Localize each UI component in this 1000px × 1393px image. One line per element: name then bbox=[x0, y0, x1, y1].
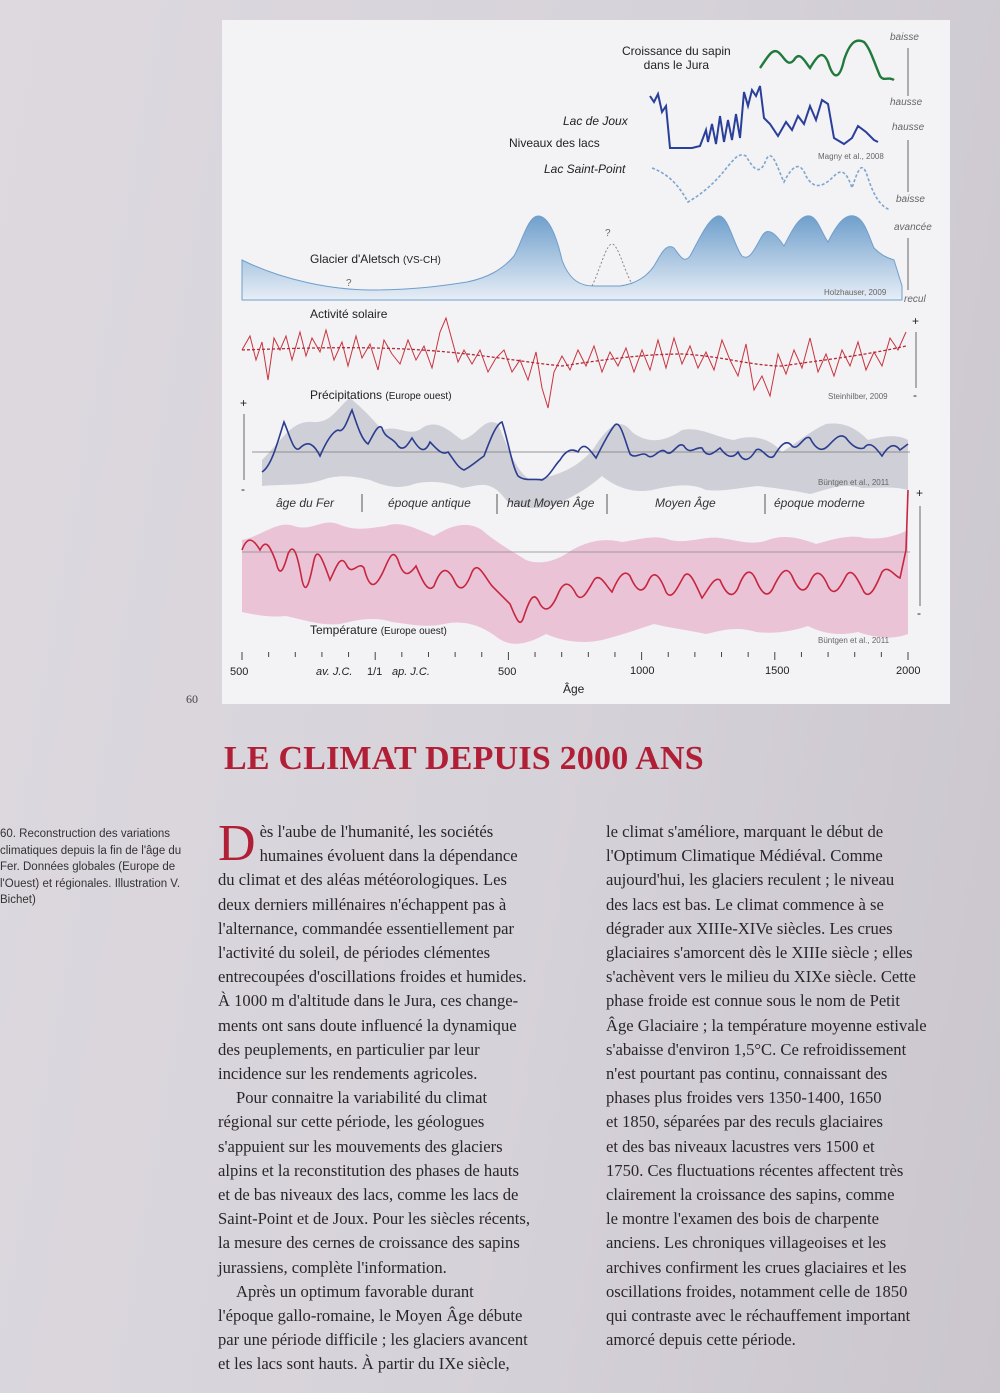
label-solaire: Activité solaire bbox=[310, 307, 388, 321]
axis-title-age: Âge bbox=[563, 682, 585, 696]
label-recul: recul bbox=[904, 294, 926, 305]
label-temp-name: Température bbox=[310, 623, 378, 637]
label-glacier-sub: (VS-CH) bbox=[403, 255, 441, 266]
source-buntgen-temp: Büntgen et al., 2011 bbox=[818, 636, 890, 645]
period-age-du-fer: âge du Fer bbox=[276, 496, 335, 510]
source-magny: Magny et al., 2008 bbox=[818, 152, 884, 161]
label-hausse-1: hausse bbox=[890, 97, 923, 108]
x-axis-ticks bbox=[242, 652, 908, 660]
paragraph-1 bbox=[218, 815, 568, 1086]
source-steinhilber: Steinhilber, 2009 bbox=[828, 392, 888, 401]
page-number: 60 bbox=[186, 692, 198, 706]
paragraph-4: le climat s'améliore, marquant le début de l'Optimum Climatique Médiéval. Comme aujourd'hui, les glaciers reculent ; le niveau des lacs est bas. Le climat commence à se dégrader aux XIIIe-XIVe siècles. Les crues glaciaires s'amorcent dès le XIIIe siècle ; elles s'achèvent vers le milieu du XIXe siècle. Cette phase froide est connue sous le nom de Petit Âge Glaciaire ; la température moyenne estivale s'abaisse d'environ 1,5°C. Ce refroidissement n'est pourtant pas continu, connaissant des phases plus froides vers 1350-1400, 1650 et 1850, séparées par des reculs glaciaires et des bas niveaux lacustres vers 1500 et 1750. Ces fluctuations récentes affectent très clairement la croissance des sapins, comme le montre l'examen des bois de charpente anciens. Les chroniques villageoises et les archives confirment les crues glaciaires et les oscillations froides, notamment celle de 1850 qui contraste avec le réchauffement important amorcé depuis cette période. bbox=[606, 822, 927, 1350]
sign-temp-minus: - bbox=[917, 606, 921, 620]
figure-caption: 60. Reconstruction des variations climatiques depuis la fin de l'âge du Fer. Données globales (Europe de l'Ouest) et régionales. Illustration V. Bichet) bbox=[0, 828, 182, 907]
glacier-question-mark-left: ? bbox=[346, 278, 352, 289]
sign-solaire-plus: + bbox=[912, 314, 920, 328]
series-sapin-line bbox=[760, 41, 894, 80]
axis-tick-1500: 1500 bbox=[765, 665, 790, 677]
text-column-1 bbox=[218, 815, 568, 1377]
axis-tick-500: 500 bbox=[498, 666, 517, 678]
glacier-question-mark-mid: ? bbox=[605, 228, 611, 239]
source-buntgen-precip: Büntgen et al., 2011 bbox=[818, 478, 890, 487]
axis-tick-apjc: ap. J.C. bbox=[392, 666, 430, 678]
period-epoque-antique: époque antique bbox=[388, 496, 471, 510]
paragraph-3: Après un optimum favorable durant l'époque gallo-romaine, le Moyen Âge débute par une période difficile ; les glaciers avancent et les lacs sont hauts. À partir du IXe siècle, bbox=[218, 1281, 528, 1374]
label-precip-name: Précipitations bbox=[310, 388, 383, 402]
label-glacier bbox=[310, 252, 441, 266]
axis-tick-2000: 2000 bbox=[896, 665, 921, 677]
paragraph-1-body: ès l'aube de l'humanité, les sociétés humaines évoluent dans la dépendance du climat et des aléas météorologiques. Les deux derniers millénaires n'échappent pas à l'alternance, commandée essentiellement par l'activité du soleil, de périodes clémentes entrecoupées d'oscillations froides et humides. À 1000 m d'altitude dans le Jura, ces change- ments ont sans doute influencé la dynamique des peuplements, en particulier par leur incidence sur les rendements agricoles. bbox=[218, 822, 527, 1084]
label-sapin: Croissance du sapin dans le Jura bbox=[622, 44, 731, 72]
label-baisse-top: baisse bbox=[890, 32, 919, 43]
label-temp-sub: (Europe ouest) bbox=[380, 626, 447, 637]
axis-tick-1-1: 1/1 bbox=[367, 666, 383, 678]
series-joux-line bbox=[650, 86, 878, 148]
label-baisse-2: baisse bbox=[896, 194, 925, 205]
axis-tick-500bc: 500 bbox=[230, 666, 249, 678]
climate-figure bbox=[222, 20, 950, 704]
label-hausse-2: hausse bbox=[892, 122, 925, 133]
sign-precip-plus: + bbox=[240, 396, 248, 410]
sign-precip-minus: - bbox=[241, 482, 245, 496]
axis-tick-avjc: av. J.C. bbox=[316, 666, 353, 678]
period-haut-moyen-age: haut Moyen Âge bbox=[507, 496, 595, 510]
label-glacier-name: Glacier d'Aletsch bbox=[310, 252, 400, 266]
axis-tick-1000: 1000 bbox=[630, 665, 655, 677]
glacier-gap-dashed bbox=[592, 244, 632, 286]
label-precip-sub: (Europe ouest) bbox=[385, 391, 452, 402]
source-holzhauser: Holzhauser, 2009 bbox=[824, 288, 887, 297]
series-saint-point-line bbox=[652, 155, 890, 210]
period-moyen-age: Moyen Âge bbox=[655, 496, 716, 510]
series-solaire-smooth bbox=[242, 346, 906, 366]
label-saint-point: Lac Saint-Point bbox=[544, 162, 626, 176]
sign-solaire-minus: - bbox=[913, 388, 917, 402]
sign-temp-plus: + bbox=[916, 486, 924, 500]
period-epoque-moderne: époque moderne bbox=[774, 496, 865, 510]
label-niveaux-lacs: Niveaux des lacs bbox=[509, 136, 600, 150]
label-precip bbox=[310, 388, 452, 402]
page-title: LE CLIMAT DEPUIS 2000 ANS bbox=[224, 740, 704, 777]
drop-cap: D bbox=[218, 815, 256, 872]
label-temp bbox=[310, 623, 447, 637]
series-precip-band bbox=[262, 398, 908, 508]
label-avancee: avancée bbox=[894, 222, 932, 233]
label-lac-joux: Lac de Joux bbox=[563, 114, 628, 128]
paragraph-2: Pour connaitre la variabilité du climat régional sur cette période, les géologues s'appuient sur les mouvements des glaciers alpins et la reconstitution des phases de hauts et de bas niveaux des lacs, comme les lacs de Saint-Point et de Joux. Pour les siècles récents, la mesure des cernes de croissance des sapins jurassiens, complète l'information. bbox=[218, 1088, 530, 1277]
text-column-2 bbox=[606, 820, 958, 1352]
